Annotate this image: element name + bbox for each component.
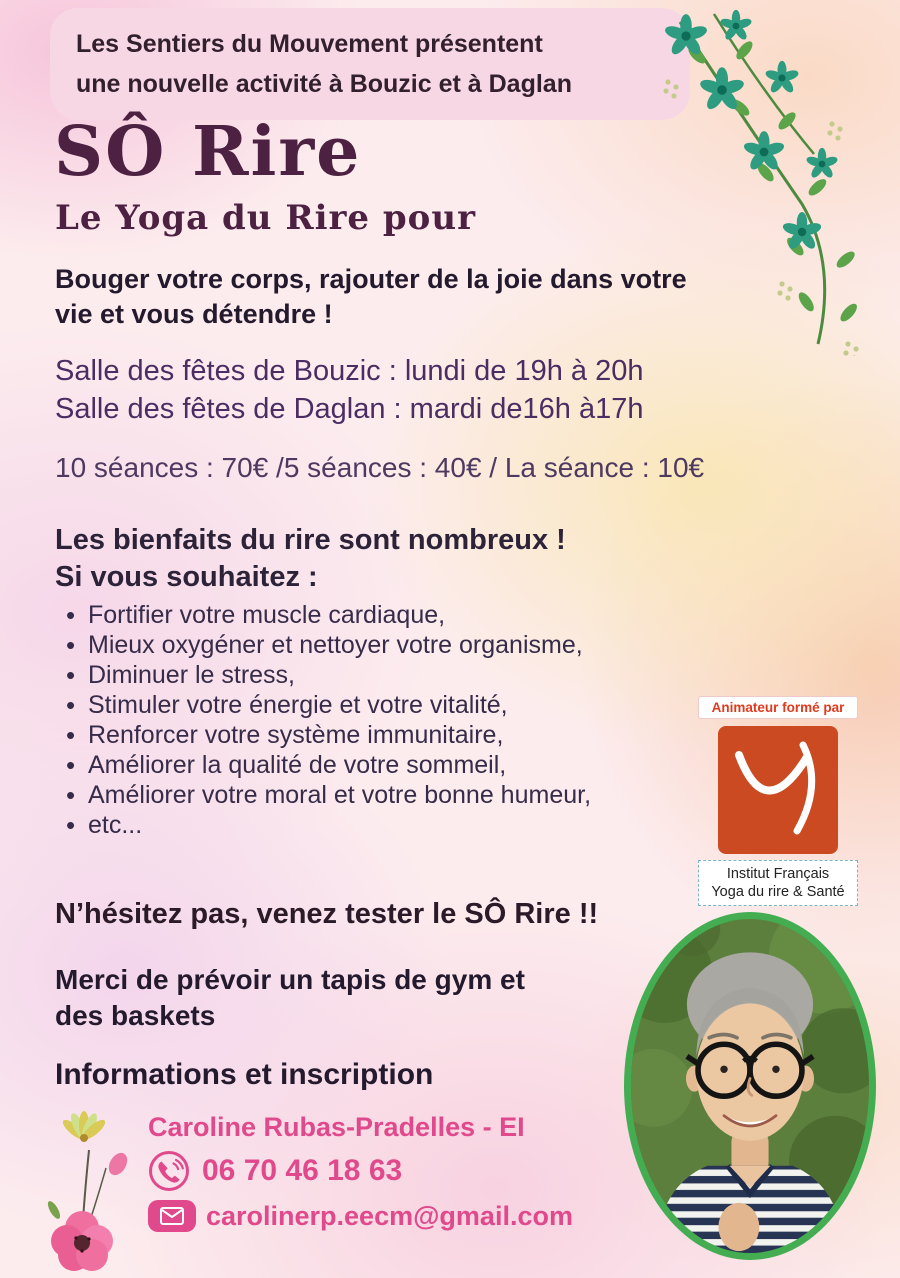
benefit-item: • Améliorer votre moral et votre bonne humeur, <box>60 780 680 810</box>
trainer-badge <box>698 696 858 906</box>
intro-line1: Bouger votre corps, rajouter de la joie dans votre <box>55 264 687 294</box>
benefits-list <box>60 600 680 840</box>
phone-icon <box>148 1150 190 1192</box>
banner-line1: Les Sentiers du Mouvement présentent <box>76 30 543 58</box>
benefit-item: • Diminuer le stress, <box>60 660 680 690</box>
cta-text: N’hésitez pas, venez tester le SÔ Rire !! <box>55 898 599 930</box>
benefit-item: • Fortifier votre muscle cardiaque, <box>60 600 680 630</box>
yoga-du-rire-logo-icon <box>717 725 839 855</box>
phone-row <box>148 1150 402 1192</box>
benefit-item: • Renforcer votre système immunitaire, <box>60 720 680 750</box>
pricing: 10 séances : 70€ /5 séances : 40€ / La séance : 10€ <box>55 452 705 483</box>
floral-decoration <box>652 4 890 356</box>
benefit-item: • Stimuler votre énergie et votre vitalité, <box>60 690 680 720</box>
intro-line2: vie et vous détendre ! <box>55 299 333 330</box>
badge-label: Animateur formé par <box>698 696 858 719</box>
intro-text <box>55 262 687 332</box>
info-heading: Informations et inscription <box>55 1058 434 1091</box>
main-title: SÔ Rire <box>54 112 362 192</box>
email-address: carolinerp.eecm@gmail.com <box>206 1200 573 1231</box>
bring-line1: Merci de prévoir un tapis de gym et <box>55 964 525 995</box>
schedule-daglan: Salle des fêtes de Daglan : mardi de16h à17h <box>55 393 644 426</box>
portrait-photo <box>624 912 876 1260</box>
benefit-item: • Mieux oxygéner et nettoyer votre organisme, <box>60 630 680 660</box>
bring-line2: des baskets <box>55 1000 216 1032</box>
phone-number: 06 70 46 18 63 <box>202 1154 403 1187</box>
flower-illustration <box>34 1110 149 1272</box>
email-icon <box>148 1200 196 1232</box>
top-banner <box>50 8 690 120</box>
benefits-heading-line1: Les bienfaits du rire sont nombreux ! <box>55 524 566 556</box>
benefit-item: • Améliorer la qualité de votre sommeil, <box>60 750 680 780</box>
schedule <box>55 352 643 429</box>
benefit-item: • etc... <box>60 810 680 840</box>
banner-line2: une nouvelle activité à Bouzic et à Daglan <box>76 70 572 98</box>
benefits-heading-line2: Si vous souhaitez : <box>55 560 318 593</box>
email-row <box>148 1200 573 1232</box>
bring-text <box>55 962 525 1035</box>
badge-org-line2: Yoga du rire & Santé <box>711 884 845 901</box>
subtitle: Le Yoga du Rire pour <box>55 198 476 238</box>
benefits-heading <box>55 522 566 595</box>
badge-org-line1: Institut Français <box>726 866 830 882</box>
schedule-bouzic: Salle des fêtes de Bouzic : lundi de 19h à 20h <box>55 355 644 387</box>
badge-org <box>698 860 858 906</box>
contact-name: Caroline Rubas-Pradelles - EI <box>148 1112 525 1142</box>
